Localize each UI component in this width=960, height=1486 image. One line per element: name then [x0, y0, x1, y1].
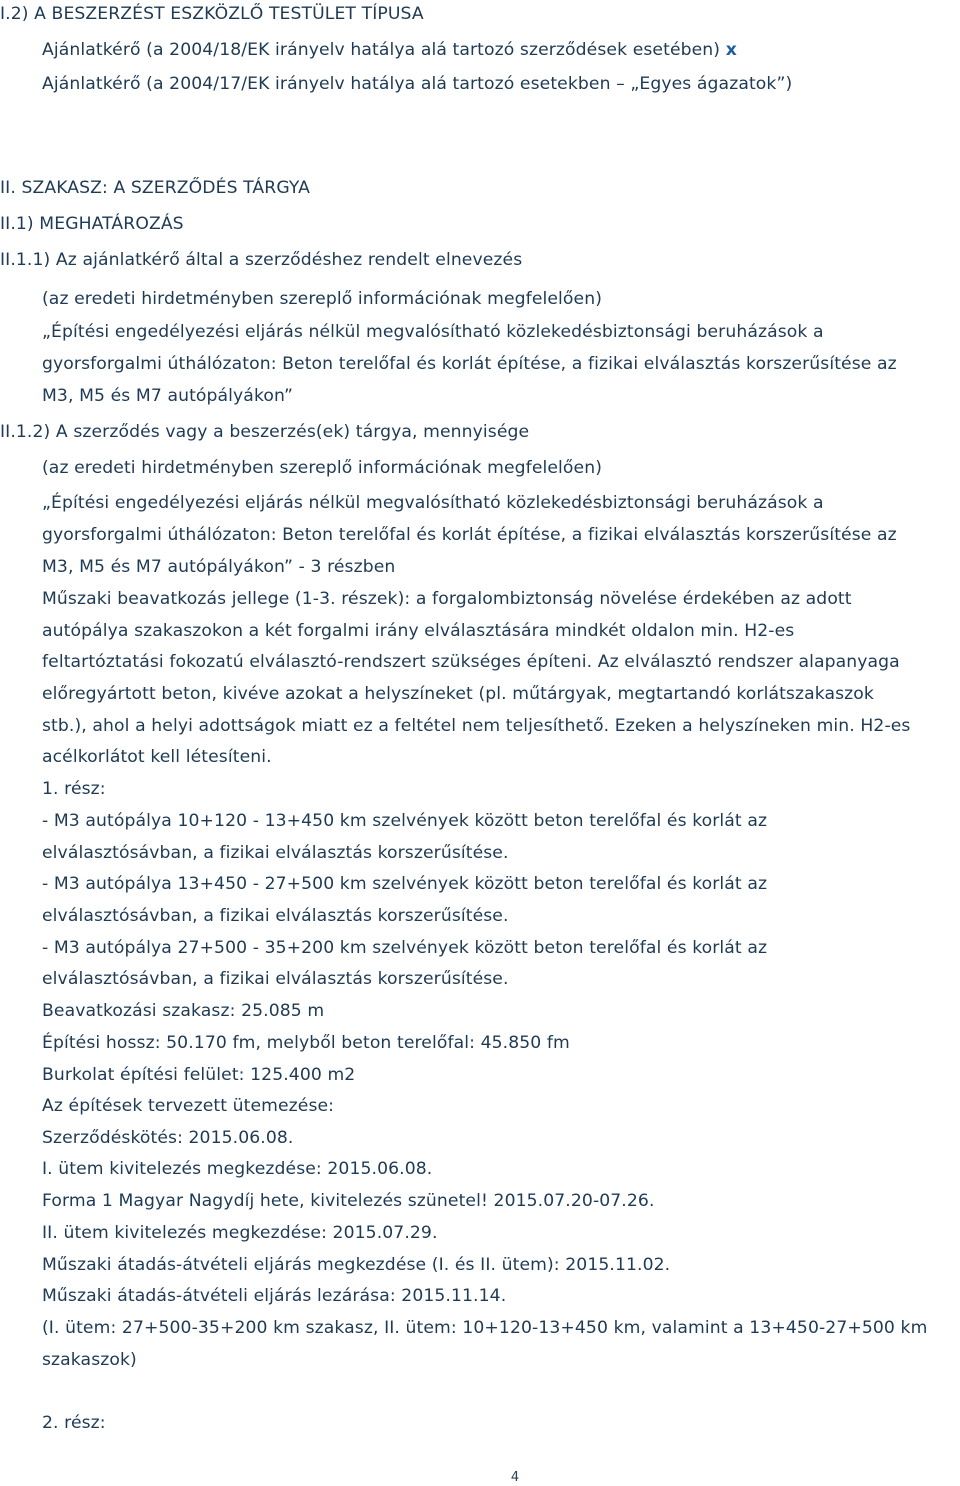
text-line: előregyártott beton, kivéve azokat a helyszíneket (pl. műtárgyak, megtartandó korlátszakaszok: [42, 684, 874, 704]
text-line: (I. ütem: 27+500-35+200 km szakasz, II. ütem: 10+120-13+450 km, valamint a 13+450-27+500 km: [42, 1318, 928, 1338]
text-line: Műszaki átadás-átvételi eljárás lezárása: 2015.11.14.: [42, 1286, 507, 1306]
note-ii-1-1: (az eredeti hirdetményben szereplő információnak megfelelően): [42, 289, 603, 309]
text-line: M3, M5 és M7 autópályákon”: [42, 386, 294, 406]
heading-ii-1: II.1) MEGHATÁROZÁS: [0, 214, 184, 234]
text-line: Műszaki beavatkozás jellege (1-3. részek): a forgalombiztonság növelése érdekében az adott: [42, 589, 852, 609]
option-directive-2004-18: [42, 38, 737, 62]
option-directive-2004-17: Ajánlatkérő (a 2004/17/EK irányelv hatálya alá tartozó esetekben – „Egyes ágazatok”): [42, 74, 793, 94]
text-line: Építési hossz: 50.170 fm, melyből beton terelőfal: 45.850 fm: [42, 1033, 570, 1053]
note-ii-1-2: (az eredeti hirdetményben szereplő információnak megfelelően): [42, 458, 603, 478]
text-line: stb.), ahol a helyi adottságok miatt ez a feltétel nem teljesíthető. Ezeken a helyszíneken min. H2-es: [42, 716, 911, 736]
title-ii-1-1: II.1.1) Az ajánlatkérő által a szerződéshez rendelt elnevezés: [0, 250, 523, 270]
text-line: Műszaki átadás-átvételi eljárás megkezdése (I. és II. ütem): 2015.11.02.: [42, 1255, 671, 1275]
text-line: feltartóztatási fokozatú elválasztó-rendszert szükséges építeni. Az elválasztó rendszer alapanyaga: [42, 652, 900, 672]
selected-mark: x: [725, 40, 737, 60]
text-line: Forma 1 Magyar Nagydíj hete, kivitelezés szünetel! 2015.07.20-07.26.: [42, 1191, 655, 1211]
text-line: elválasztósávban, a fizikai elválasztás korszerűsítése.: [42, 843, 509, 863]
text-line: „Építési engedélyezési eljárás nélkül megvalósítható közlekedésbiztonsági beruházások a: [42, 322, 824, 342]
text-line: Szerződéskötés: 2015.06.08.: [42, 1128, 294, 1148]
text-line: Burkolat építési felület: 125.400 m2: [42, 1065, 356, 1085]
text-line: - M3 autópálya 27+500 - 35+200 km szelvények között beton terelőfal és korlát az: [42, 938, 768, 958]
text-line: autópálya szakaszokon a két forgalmi irány elválasztására mindkét oldalon min. H2-es: [42, 621, 795, 641]
text-line: I. ütem kivitelezés megkezdése: 2015.06.08.: [42, 1159, 433, 1179]
text-line: Az építések tervezett ütemezése:: [42, 1096, 335, 1116]
text-line: acélkorlátot kell létesíteni.: [42, 747, 272, 767]
heading-i2: I.2) A BESZERZÉST ESZKÖZLŐ TESTÜLET TÍPUSA: [0, 4, 424, 24]
page-number: 4: [510, 1470, 520, 1485]
text-line: „Építési engedélyezési eljárás nélkül megvalósítható közlekedésbiztonsági beruházások a: [42, 493, 824, 513]
heading-section-ii: II. SZAKASZ: A SZERZŐDÉS TÁRGYA: [0, 178, 310, 198]
text-line: - M3 autópálya 10+120 - 13+450 km szelvények között beton terelőfal és korlát az: [42, 811, 768, 831]
option-text: Ajánlatkérő (a 2004/18/EK irányelv hatálya alá tartozó szerződések esetében): [42, 40, 721, 60]
text-line: gyorsforgalmi úthálózaton: Beton terelőfal és korlát építése, a fizikai elválasztás korszerűsítése az: [42, 525, 897, 545]
text-line: II. ütem kivitelezés megkezdése: 2015.07.29.: [42, 1223, 438, 1243]
text-line: 1. rész:: [42, 779, 106, 799]
text-line: elválasztósávban, a fizikai elválasztás korszerűsítése.: [42, 906, 509, 926]
title-ii-1-2: II.1.2) A szerződés vagy a beszerzés(ek) tárgya, mennyisége: [0, 422, 530, 442]
text-line: szakaszok): [42, 1350, 137, 1370]
text-line: M3, M5 és M7 autópályákon” - 3 részben: [42, 557, 396, 577]
text-line: Beavatkozási szakasz: 25.085 m: [42, 1001, 325, 1021]
text-line: - M3 autópálya 13+450 - 27+500 km szelvények között beton terelőfal és korlát az: [42, 874, 768, 894]
text-line: gyorsforgalmi úthálózaton: Beton terelőfal és korlát építése, a fizikai elválasztás korszerűsítése az: [42, 354, 897, 374]
part-2-label: 2. rész:: [42, 1413, 106, 1433]
text-line: elválasztósávban, a fizikai elválasztás korszerűsítése.: [42, 969, 509, 989]
